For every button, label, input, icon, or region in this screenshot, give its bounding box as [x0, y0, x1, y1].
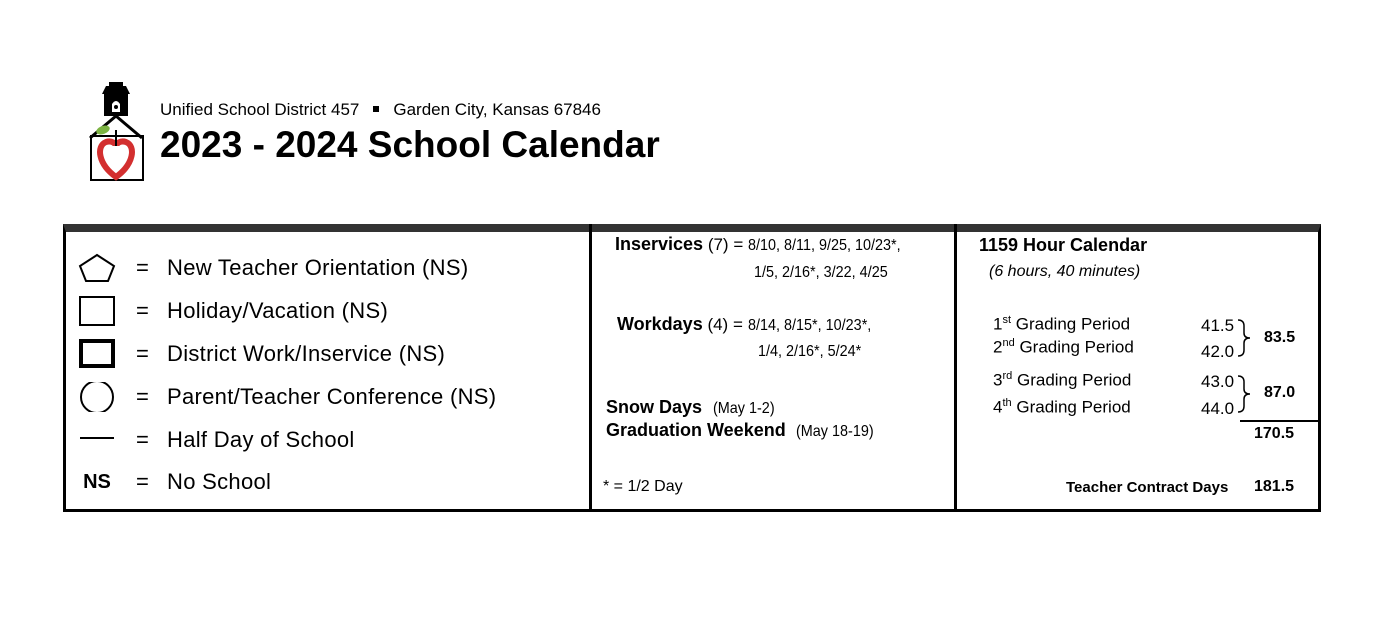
snow-days-line [606, 397, 781, 418]
legend-label: No School [167, 469, 272, 494]
ns-symbol: NS [83, 470, 111, 493]
hour-calendar-title: 1159 Hour Calendar [979, 235, 1148, 255]
district-header [160, 100, 601, 120]
period-ordinal: th [1002, 397, 1012, 409]
graduation-dates: (May 18-19) [796, 423, 875, 440]
workdays-dates: 1/4, 2/16*, 5/24* [758, 343, 862, 360]
contract-days-label: Teacher Contract Days [1066, 479, 1229, 496]
bold-square-icon [78, 339, 116, 369]
grading-period-1 [993, 314, 1130, 335]
square-icon [78, 296, 116, 326]
inservices-label: Inservices [615, 234, 704, 254]
period-ordinal: rd [1002, 370, 1013, 382]
total-rule [1240, 420, 1319, 422]
hour-calendar-subtitle: (6 hours, 40 minutes) [989, 263, 1141, 280]
equals-sign: = [136, 298, 149, 323]
grand-total: 170.5 [1254, 425, 1295, 442]
district-location: Garden City, Kansas 67846 [393, 100, 601, 119]
inservices-dates: 1/5, 2/16*, 3/22, 4/25 [754, 264, 888, 281]
period-label: Grading Period [1016, 397, 1131, 417]
semester-2-total: 87.0 [1264, 384, 1296, 401]
schoolhouse-apple-logo [86, 80, 148, 184]
equals-sign: = [136, 469, 149, 494]
dash-icon [78, 425, 116, 455]
period-value: 43.0 [1201, 372, 1235, 391]
snow-days-dates: (May 1-2) [712, 400, 775, 417]
period-label: Grading Period [1015, 314, 1131, 334]
column-divider [954, 224, 957, 512]
legend-item-no-school [78, 467, 272, 497]
equals-sign: = [136, 427, 149, 452]
period-value: 42.0 [1201, 342, 1235, 361]
period-number: 2 [993, 337, 1003, 357]
equals-sign: = [136, 341, 149, 366]
brace-icon [1236, 318, 1258, 358]
bullet-icon [373, 106, 379, 112]
graduation-line [606, 420, 883, 441]
inservices-line-2 [754, 262, 903, 282]
workdays-dates: 8/14, 8/15*, 10/23*, [747, 317, 871, 334]
equals-sign: = [136, 255, 149, 280]
period-ordinal: st [1002, 314, 1012, 326]
period-value: 44.0 [1201, 399, 1235, 418]
inservices-line [615, 234, 918, 255]
grading-period-4 [993, 397, 1131, 418]
legend-item-new-teacher-orientation [78, 253, 469, 283]
legend-item-district-work [78, 339, 446, 369]
page-title: 2023 - 2024 School Calendar [160, 124, 660, 165]
grading-period-3 [993, 370, 1131, 391]
inservices-dates: 8/10, 8/11, 9/25, 10/23*, [747, 237, 901, 254]
equals-sign: = [136, 384, 149, 409]
period-ordinal: nd [1002, 337, 1015, 349]
legend-label: New Teacher Orientation (NS) [167, 255, 469, 280]
legend-label: District Work/Inservice (NS) [167, 341, 446, 366]
legend-item-half-day [78, 425, 355, 455]
period-label: Grading Period [1016, 370, 1132, 390]
legend-label: Holiday/Vacation (NS) [167, 298, 389, 323]
period-number: 1 [993, 314, 1003, 334]
column-divider [589, 224, 592, 512]
workdays-label: Workdays [617, 314, 703, 334]
contract-days-value: 181.5 [1254, 478, 1295, 495]
semester-1-total: 83.5 [1264, 329, 1296, 346]
legend-label: Half Day of School [167, 427, 355, 452]
snow-days-label: Snow Days [606, 397, 703, 417]
graduation-label: Graduation Weekend [606, 420, 786, 440]
brace-icon [1236, 374, 1258, 414]
period-label: Grading Period [1019, 337, 1134, 357]
inservices-count: (7) = [707, 235, 744, 254]
legend-label: Parent/Teacher Conference (NS) [167, 384, 497, 409]
period-number: 4 [993, 397, 1003, 417]
legend-item-conference [78, 382, 497, 412]
period-number: 3 [993, 370, 1003, 390]
workdays-line-2 [758, 341, 873, 361]
grading-period-2 [993, 337, 1134, 358]
pentagon-icon [78, 253, 116, 283]
district-name: Unified School District 457 [160, 100, 360, 119]
half-day-footnote: * = 1/2 Day [603, 478, 683, 495]
workdays-line [617, 314, 885, 335]
workdays-count: (4) = [707, 315, 743, 334]
circle-icon [78, 382, 116, 412]
legend-item-holiday [78, 296, 389, 326]
period-value: 41.5 [1201, 316, 1235, 335]
